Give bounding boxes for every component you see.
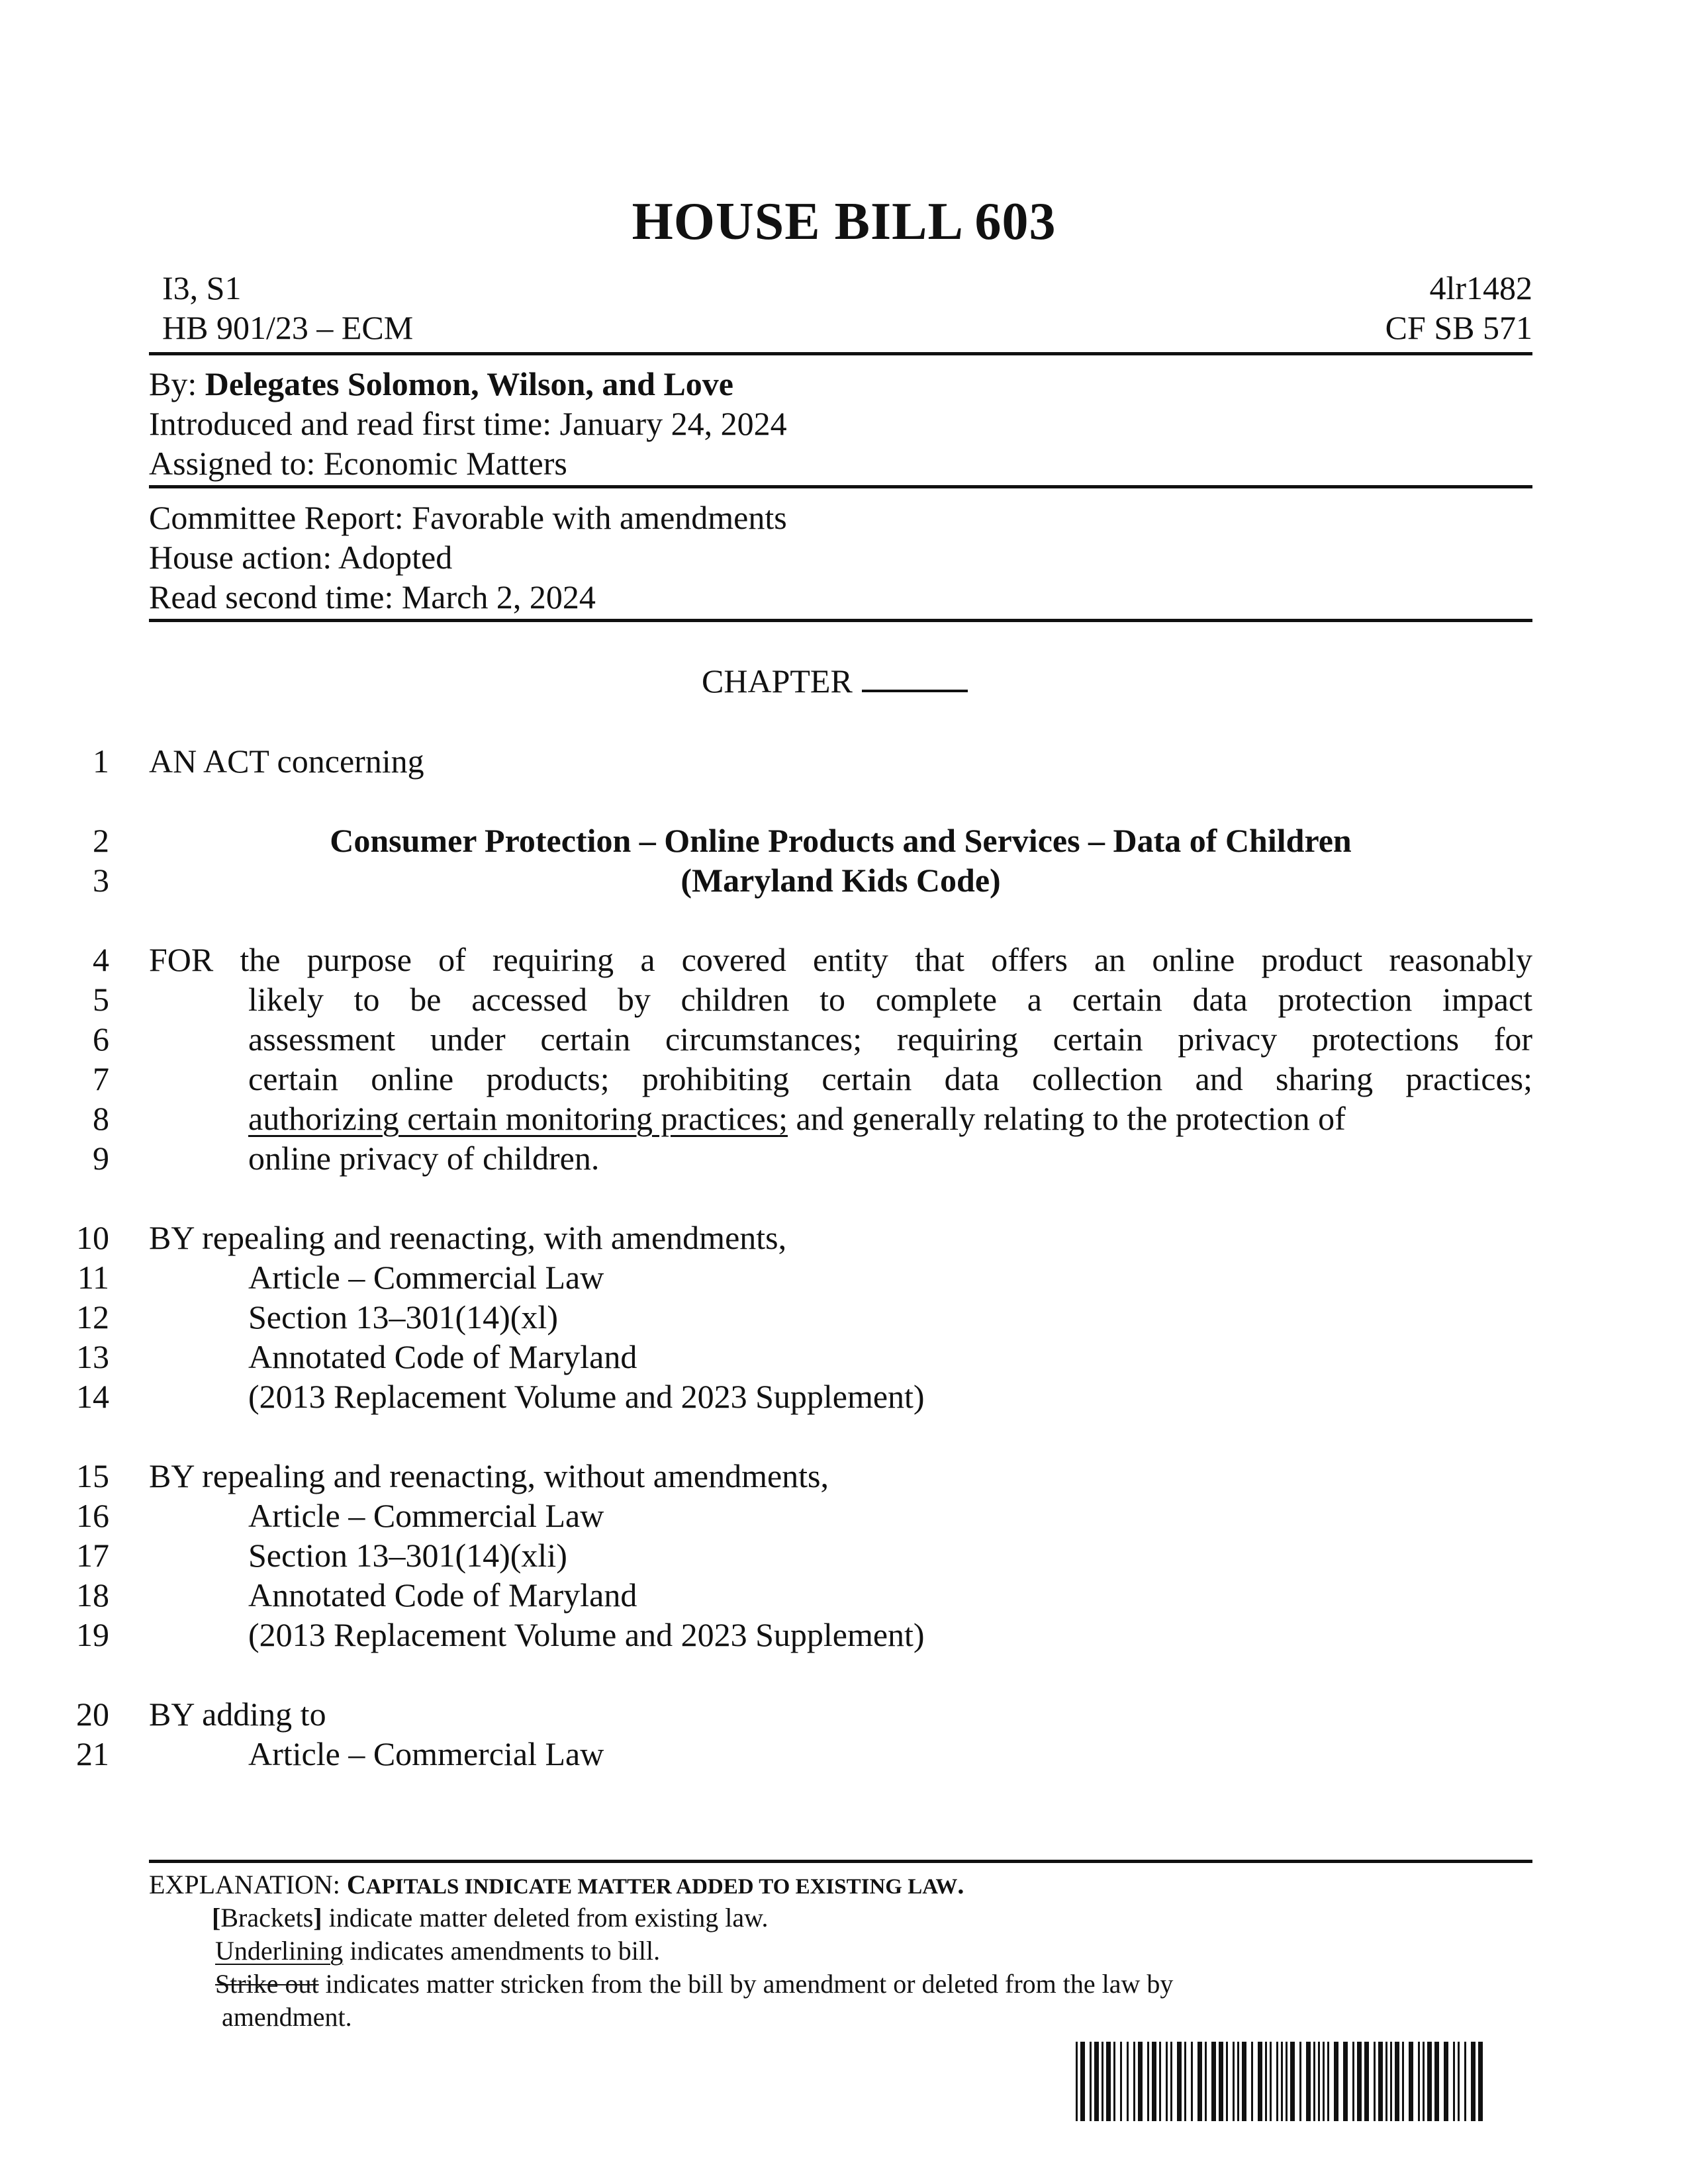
sponsor-line	[149, 364, 787, 404]
line-number: 14	[76, 1378, 109, 1415]
by-clause-article: Article – Commercial Law	[248, 1497, 604, 1534]
explanation-caps-initial: C	[346, 1870, 366, 1899]
line-number: 9	[93, 1140, 109, 1177]
by-clause-code: Annotated Code of Maryland	[248, 1576, 637, 1614]
by-clause-section: Section 13–301(14)(xli)	[248, 1537, 567, 1574]
introduced-line: Introduced and read first time: January 24, 2024	[149, 405, 787, 442]
bill-title: HOUSE BILL 603	[632, 193, 1056, 251]
by-clause-intro: BY repealing and reenacting, without amendments,	[149, 1457, 829, 1494]
underlining-word: Underlining	[215, 1936, 344, 1966]
strike-out-word: Strike out	[215, 1969, 319, 1999]
line-number: 19	[76, 1616, 109, 1653]
strike-out-legend-continued: amendment.	[222, 2002, 352, 2032]
chapter-label: CHAPTER	[702, 662, 853, 700]
second-reading-line: Read second time: March 2, 2024	[149, 578, 596, 615]
explanation-line	[149, 1868, 964, 1903]
line-number: 17	[76, 1537, 109, 1574]
header-divider	[149, 352, 1532, 355]
chapter-line	[702, 662, 968, 700]
bill-heading: Consumer Protection – Online Products and Services – Data of Children	[330, 822, 1352, 859]
explanation-caps-period: .	[957, 1870, 964, 1899]
brackets-legend	[212, 1901, 768, 1934]
line-number: 15	[76, 1457, 109, 1494]
explanation-caps-text: APITALS INDICATE MATTER ADDED TO EXISTING LAW	[365, 1875, 958, 1899]
committee-divider	[149, 619, 1532, 622]
by-clause-article: Article – Commercial Law	[248, 1735, 604, 1772]
bill-short-title: (Maryland Kids Code)	[680, 862, 1001, 899]
by-clause-volume: (2013 Replacement Volume and 2023 Supplement)	[248, 1378, 925, 1415]
line-number: 8	[93, 1100, 109, 1137]
purpose-line-rest: and generally relating to the protection of	[788, 1100, 1346, 1137]
purpose-line-amended	[248, 1099, 1532, 1138]
bracket-open: [	[212, 1903, 221, 1933]
line-number: 18	[76, 1576, 109, 1614]
brackets-description: indicate matter deleted from existing law.	[322, 1903, 769, 1933]
by-clause-intro: BY repealing and reenacting, with amendments,	[149, 1219, 787, 1256]
drafting-number: 4lr1482	[1429, 269, 1532, 306]
footer-divider	[149, 1860, 1532, 1863]
committee-block	[149, 498, 787, 617]
explanation-label: EXPLANATION:	[149, 1870, 347, 1899]
by-clause-volume: (2013 Replacement Volume and 2023 Supplement)	[248, 1616, 925, 1653]
line-number: 20	[76, 1696, 109, 1733]
sponsor-names: Delegates Solomon, Wilson, and Love	[205, 365, 733, 402]
by-label: By:	[149, 365, 205, 402]
cross-file-reference: CF SB 571	[1385, 309, 1532, 346]
chapter-number-blank	[862, 664, 968, 692]
purpose-line: certain online products; prohibiting certain data collection and sharing practices;	[248, 1060, 1532, 1097]
underlining-description: indicates amendments to bill.	[343, 1936, 661, 1966]
strike-out-legend	[215, 1968, 1173, 2001]
brackets-word: Brackets	[220, 1903, 314, 1933]
assigned-line: Assigned to: Economic Matters	[149, 445, 567, 482]
prior-bill-reference: HB 901/23 – ECM	[162, 309, 414, 346]
purpose-line: assessment under certain circumstances; requiring certain privacy protections for	[248, 1021, 1532, 1058]
subject-codes: I3, S1	[162, 269, 242, 306]
line-number: 5	[93, 981, 109, 1018]
purpose-line: likely to be accessed by children to complete a certain data protection impact	[248, 981, 1532, 1018]
by-clause-section: Section 13–301(14)(xl)	[248, 1298, 558, 1336]
sponsor-block	[149, 364, 787, 483]
line-number: 10	[76, 1219, 109, 1256]
line-number: 1	[93, 743, 109, 780]
line-number: 3	[93, 862, 109, 899]
by-clause-intro: BY adding to	[149, 1696, 326, 1733]
bracket-close: ]	[313, 1903, 322, 1933]
house-action-line: House action: Adopted	[149, 539, 453, 576]
line-number: 13	[76, 1338, 109, 1375]
purpose-line: online privacy of children.	[248, 1140, 600, 1177]
act-line: AN ACT concerning	[149, 743, 424, 780]
by-clause-article: Article – Commercial Law	[248, 1259, 604, 1296]
line-number: 4	[93, 941, 109, 978]
by-clause-code: Annotated Code of Maryland	[248, 1338, 637, 1375]
line-number: 11	[77, 1259, 109, 1296]
line-number: 6	[93, 1021, 109, 1058]
underlining-legend	[215, 1934, 660, 1968]
strike-out-description: indicates matter stricken from the bill by amendment or deleted from the law by	[318, 1969, 1174, 1999]
line-number: 12	[76, 1298, 109, 1336]
line-number: 7	[93, 1060, 109, 1097]
line-number: 2	[93, 822, 109, 859]
barcode-icon	[1076, 2042, 1489, 2121]
committee-report-line: Committee Report: Favorable with amendments	[149, 499, 787, 536]
amendment-underlined-text: authorizing certain monitoring practices;	[248, 1100, 788, 1137]
line-number: 21	[76, 1735, 109, 1772]
line-number: 16	[76, 1497, 109, 1534]
sponsor-divider	[149, 485, 1532, 488]
purpose-line: FOR the purpose of requiring a covered entity that offers an online product reasonably	[149, 941, 1532, 978]
